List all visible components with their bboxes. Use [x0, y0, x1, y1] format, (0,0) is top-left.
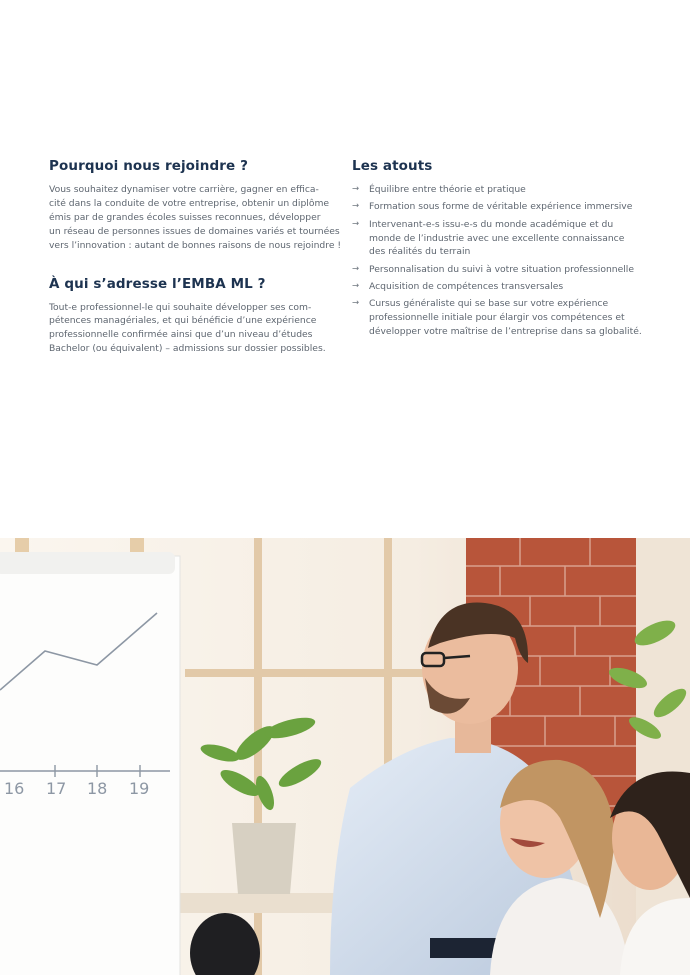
arrow-right-icon: →: [352, 263, 360, 274]
section-title-audience: À qui s’adresse l’EMBA ML ?: [49, 275, 266, 292]
list-item: → Cursus généraliste qui se base sur votre expérience professionnelle initiale pour élargir vos compétences et développer votre maîtrise de l’entreprise dans sa globalité.: [352, 298, 642, 338]
list-item: → Équilibre entre théorie et pratique: [352, 184, 526, 195]
flipchart-label: 19: [129, 779, 150, 798]
audience-paragraph: Tout-e professionnel-le qui souhaite développer ses com- pétences managériales, et qui bénéficie d’une expérience professionnelle confirmée ainsi que d’un niveau d’études Bachelor (ou équivalent) – admissions sur dossier possibles.: [49, 301, 326, 355]
section-title-why-join: Pourquoi nous rejoindre ?: [49, 158, 249, 174]
flipchart: [0, 552, 180, 975]
classroom-photo: [0, 538, 690, 975]
list-item: → Intervenant-e-s issu-e-s du monde académique et du monde de l’industrie avec une excellente connaissance des réalités du terrain: [352, 218, 625, 258]
arrow-right-icon: →: [352, 218, 360, 229]
arrow-right-icon: →: [352, 298, 360, 309]
photo-illustration: [0, 538, 690, 975]
flipchart-label: 18: [87, 779, 108, 798]
arrow-right-icon: →: [352, 184, 360, 194]
section-title-advantages: Les atouts: [352, 158, 433, 174]
list-item: → Personnalisation du suivi à votre situation professionnelle: [352, 263, 635, 275]
arrow-right-icon: →: [352, 281, 360, 291]
right-column: [352, 157, 652, 342]
list-item: → Formation sous forme de véritable expérience immersive: [352, 201, 633, 213]
why-join-paragraph: Vous souhaitez dynamiser votre carrière, gagner en effica- cité dans la conduite de votre entreprise, obtenir un diplôme émis par de grandes écoles suisses reconnues, développer un réseau de personnes issues de domaines variés et tournées vers l’innovation : autant de bonnes raisons de nous rejoindre !: [49, 184, 342, 251]
flipchart-label: 17: [46, 779, 67, 798]
flipchart-label: 16: [4, 779, 25, 798]
left-column: [49, 157, 343, 356]
arrow-right-icon: →: [352, 201, 360, 212]
advantages-list: [352, 183, 652, 339]
list-item: → Acquisition de compétences transversales: [352, 281, 564, 292]
